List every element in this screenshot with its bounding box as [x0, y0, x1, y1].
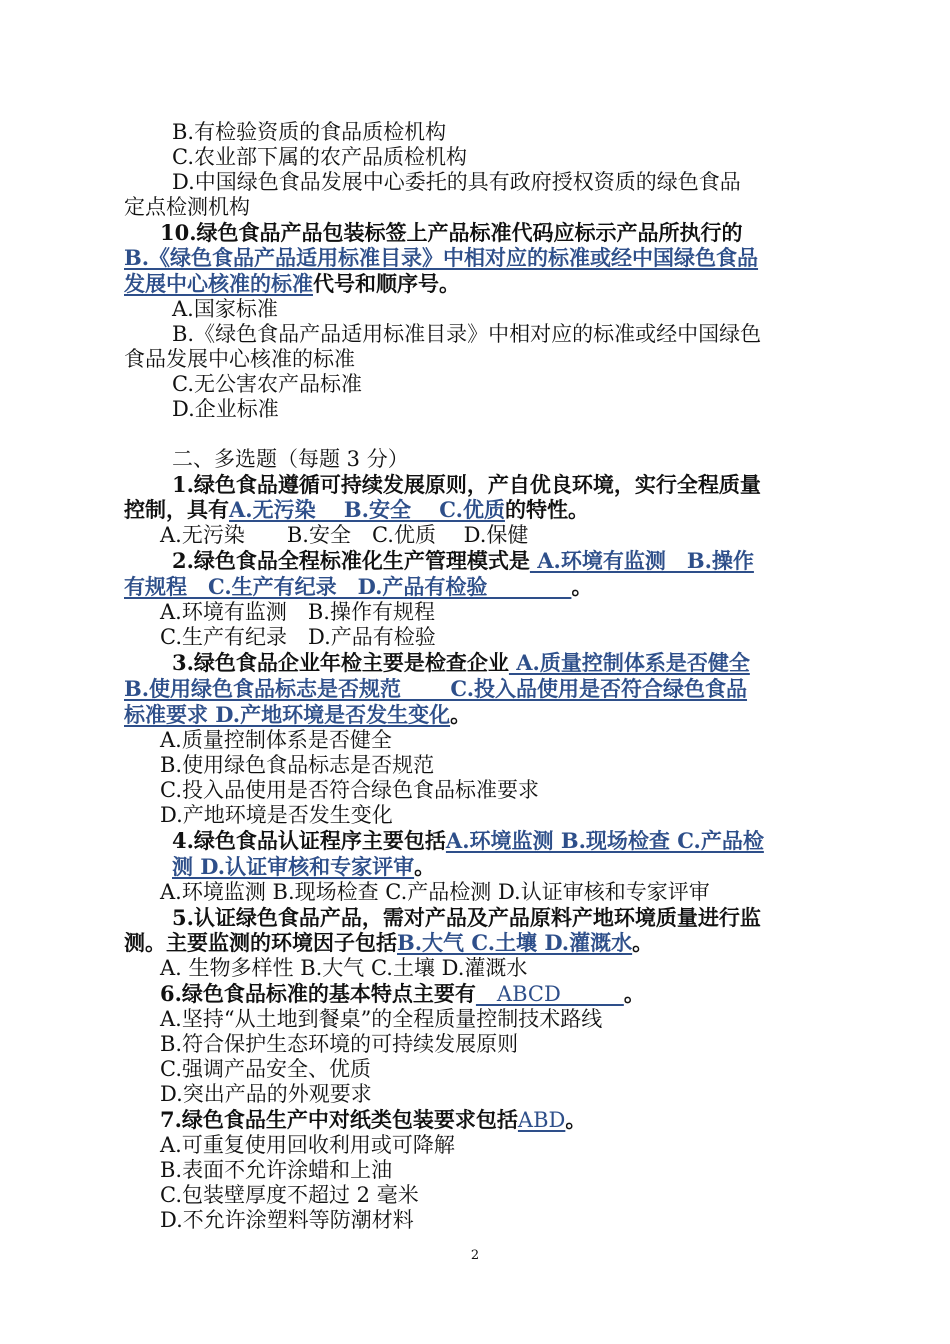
m5-stem-line2: 测。主要监测的环境因子包括: [124, 930, 397, 955]
m7-stem-line2: 。: [565, 1107, 587, 1132]
m7-option-d: D.不允许涂塑料等防潮材料: [160, 1208, 414, 1232]
m4-stem-line1: 4.绿色食品认证程序主要包括: [172, 828, 446, 853]
m3-answer-line1: A.质量控制体系是否健全: [508, 650, 750, 675]
m1-stem-line1: 1.绿色食品遵循可持续发展原则，产自优良环境，实行全程质量: [172, 472, 761, 497]
m3-option-d: D.产地环境是否发生变化: [160, 803, 393, 827]
m5-stem-line3: 。: [632, 930, 654, 955]
q9-option-c: C.农业部下属的农产品质检机构: [172, 145, 467, 169]
q10-option-c: C.无公害农产品标准: [172, 372, 362, 396]
m3-answer-line2: B.使用绿色食品标志是否规范 C.投入品使用是否符合绿色食品: [124, 676, 748, 701]
m3-option-a: A.质量控制体系是否健全: [160, 728, 392, 752]
q10-option-b-line1: B.《绿色食品产品适用标准目录》中相对应的标准或经中国绿色: [172, 322, 762, 346]
m3-option-b: B.使用绿色食品标志是否规范: [160, 753, 435, 777]
m6-option-d: D.突出产品的外观要求: [160, 1082, 372, 1106]
m3-stem-line2: 。: [450, 702, 472, 727]
m1-answer: A.无污染 B.安全 C.优质: [229, 497, 505, 522]
q10-stem-line2: 代号和顺序号。: [313, 271, 460, 296]
q10-option-a: A.国家标准: [172, 297, 278, 321]
m1-options: A.无污染 B.安全 C.优质 D.保健: [160, 523, 529, 547]
m3-option-c: C.投入品使用是否符合绿色食品标准要求: [160, 778, 539, 802]
m5-stem-line1: 5.认证绿色食品产品，需对产品及产品原料产地环境质量进行监: [172, 905, 761, 930]
m6-option-a: A.坚持“从土地到餐桌”的全程质量控制技术路线: [160, 1007, 603, 1031]
q10-answer-line1: B.《绿色食品产品适用标准目录》中相对应的标准或经中国绿色食品: [124, 245, 759, 270]
m4-answer-line2: 测 D.认证审核和专家评审: [172, 854, 415, 879]
m2-answer-line2: 有规程 C.生产有纪录 D.产品有检验: [124, 574, 572, 599]
m2-options-line1: A.环境有监测 B.操作有规程: [160, 600, 435, 624]
m2-answer-line1: A.环境有监测 B.操作: [529, 548, 754, 573]
m1-stem-line2: 控制，具有: [124, 497, 229, 522]
m7-stem-line1: 7.绿色食品生产中对纸类包装要求包括: [160, 1107, 518, 1132]
m6-option-b: B.符合保护生态环境的可持续发展原则: [160, 1032, 519, 1056]
page-content: [124, 120, 828, 1233]
section-title: 二、多选题（每题 3 分）: [172, 447, 409, 471]
m7-answer: ABD: [517, 1108, 566, 1132]
q9-option-b: B.有检验资质的食品质检机构: [172, 120, 447, 144]
m7-option-c: C.包装壁厚度不超过 2 毫米: [160, 1183, 419, 1207]
m7-option-a: A.可重复使用回收利用或可降解: [160, 1133, 455, 1157]
m6-stem-line1: 6.绿色食品标准的基本特点主要有: [160, 981, 476, 1006]
m5-answer: B.大气 C.土壤 D.灌溉水: [397, 930, 633, 955]
m3-stem-line1: 3.绿色食品企业年检主要是检查企业: [172, 650, 509, 675]
m6-answer: ABCD: [475, 982, 624, 1006]
q10-option-b-line2: 食品发展中心核准的标准: [124, 347, 355, 371]
q10-answer-line2: 发展中心核准的标准: [124, 271, 313, 296]
m4-options: A.环境监测 B.现场检查 C.产品检测 D.认证审核和专家评审: [160, 880, 710, 904]
m2-options-line2: C.生产有纪录 D.产品有检验: [160, 625, 436, 649]
m6-stem-line2: 。: [623, 981, 645, 1006]
m2-stem-line1: 2.绿色食品全程标准化生产管理模式是: [172, 548, 530, 573]
spacer: [124, 422, 828, 447]
page-number: 2: [470, 1248, 480, 1263]
q9-option-d-line2: 定点检测机构: [124, 195, 250, 219]
m6-option-c: C.强调产品安全、优质: [160, 1057, 371, 1081]
m5-options: A. 生物多样性 B.大气 C.土壤 D.灌溉水: [160, 956, 528, 980]
m3-answer-line3: 标准要求 D.产地环境是否发生变化: [124, 702, 451, 727]
q10-stem-line1: 10.绿色食品产品包装标签上产品标准代码应标示产品所执行的: [160, 220, 743, 245]
m2-stem-line2: 。: [571, 574, 593, 599]
m4-stem-line2: 。: [414, 854, 436, 879]
m7-option-b: B.表面不允许涂蜡和上油: [160, 1158, 393, 1182]
m4-answer-line1: A.环境监测 B.现场检查 C.产品检: [445, 828, 764, 853]
m1-stem-line3: 的特性。: [504, 497, 589, 522]
q10-option-d: D.企业标准: [172, 397, 279, 421]
q9-option-d-line1: D.中国绿色食品发展中心委托的具有政府授权资质的绿色食品: [172, 170, 741, 194]
